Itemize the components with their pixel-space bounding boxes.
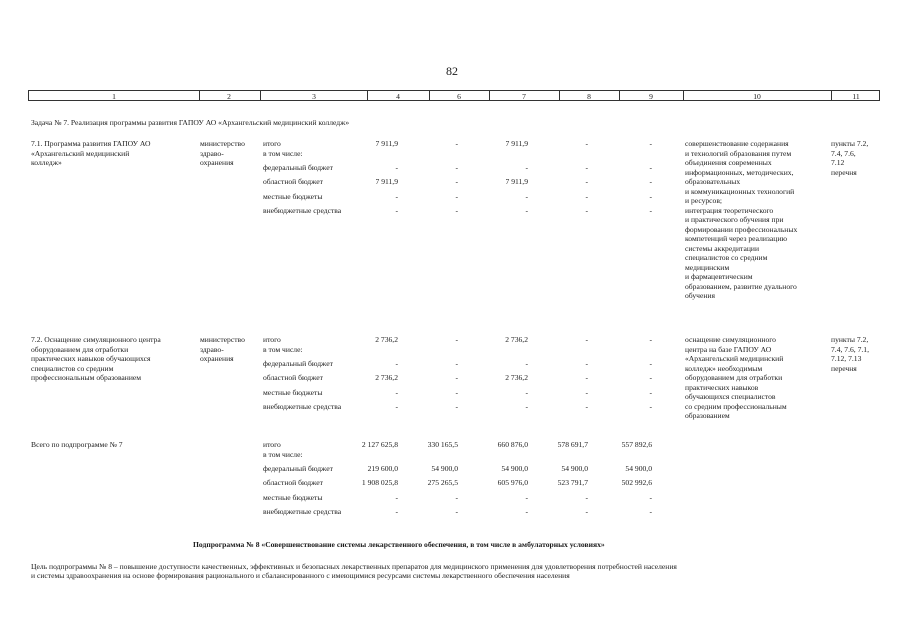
- expected-result-line: колледж» необходимым: [685, 363, 763, 373]
- table-cell-value: 502 992,6: [621, 478, 652, 488]
- reference-line: пункты 7.2,: [831, 139, 869, 148]
- budget-source-label: внебюджетные средства: [263, 506, 342, 516]
- expected-result-line: совершенствование содержания: [685, 139, 789, 148]
- reference-line: 7.12, 7.13: [831, 354, 862, 363]
- row-name-line: профессиональным образованием: [31, 373, 142, 382]
- expected-result-line: интеграция теоретического: [685, 205, 774, 215]
- goal-line: Цель подпрограммы № 8 – повышение доступности качественных, эффективных и безопасных лекарственных препаратов для медицинского применения для удовлетворения потребностей населения: [31, 562, 677, 571]
- table-cell-value: -: [585, 492, 588, 502]
- table-cell-value: -: [585, 139, 588, 148]
- table-cell-value: 2 736,2: [505, 373, 528, 383]
- executor-line: министерство: [200, 139, 245, 148]
- expected-result-line: объединения современных: [685, 158, 772, 167]
- budget-source-label: в том числе:: [263, 449, 303, 459]
- col-header-10: 10: [753, 92, 761, 101]
- expected-result-line: и практического обучения при: [685, 215, 784, 224]
- table-cell-value: -: [585, 387, 588, 397]
- table-cell-value: -: [649, 358, 652, 368]
- table-cell-value: 54 900,0: [431, 463, 458, 473]
- reference-line: 7.12: [831, 158, 845, 167]
- col-header-3: 3: [312, 92, 316, 101]
- budget-source-label: в том числе:: [263, 148, 303, 158]
- col-header-1: 1: [112, 92, 116, 101]
- table-cell-value: 2 736,2: [375, 335, 398, 344]
- table-cell-value: -: [525, 191, 528, 201]
- row-name-line: «Архангельский медицинский: [31, 148, 130, 158]
- budget-source-label: внебюджетные средства: [263, 205, 342, 215]
- table-cell-value: -: [649, 205, 652, 215]
- expected-result-line: медицинским: [685, 262, 730, 272]
- row-name-line: специалистов со средним: [31, 363, 114, 373]
- table-cell-value: 2 736,2: [375, 373, 398, 383]
- table-cell-value: -: [649, 162, 652, 172]
- row-name-line: практических навыков обучающихся: [31, 354, 151, 363]
- executor-line: здраво-: [200, 344, 224, 354]
- table-cell-value: -: [585, 373, 588, 383]
- table-cell-value: -: [649, 373, 652, 383]
- col-header-7: 7: [522, 92, 526, 101]
- budget-source-label: федеральный бюджет: [263, 463, 333, 473]
- table-cell-value: -: [525, 358, 528, 368]
- expected-result-line: образованием, развитие дуального: [685, 281, 797, 291]
- expected-result-line: системы аккредитации: [685, 243, 760, 253]
- table-cell-value: -: [649, 387, 652, 397]
- expected-result-line: образованием: [685, 411, 730, 420]
- table-cell-value: -: [455, 387, 458, 397]
- table-cell-value: 2 736,2: [505, 335, 528, 344]
- col-header-8: 8: [587, 92, 591, 101]
- table-cell-value: -: [455, 373, 458, 383]
- table-cell-value: -: [585, 506, 588, 516]
- row-name-line: Всего по подпрограмме № 7: [31, 440, 123, 449]
- page-number: 82: [446, 64, 458, 78]
- expected-result-line: оснащение симуляционного: [685, 335, 776, 344]
- budget-source-label: в том числе:: [263, 344, 303, 354]
- table-cell-value: 7 911,9: [505, 177, 528, 187]
- expected-result-line: практических навыков: [685, 382, 759, 392]
- table-header: [28, 90, 880, 101]
- table-cell-value: -: [649, 191, 652, 201]
- table-cell-value: -: [395, 358, 398, 368]
- expected-result-line: и технологий образования путем: [685, 148, 792, 158]
- table-cell-value: -: [455, 506, 458, 516]
- col-header-11: 11: [852, 92, 860, 101]
- table-cell-value: -: [395, 401, 398, 411]
- col-header-6: 6: [457, 92, 461, 101]
- row-name-line: 7.2. Оснащение симуляционного центра: [31, 335, 161, 344]
- table-cell-value: -: [649, 177, 652, 187]
- table-cell-value: -: [585, 162, 588, 172]
- budget-source-label: федеральный бюджет: [263, 162, 333, 172]
- goal-line: и системы здравоохранения на основе формирования рационального и сбалансированного с имеющимися ресурсами системы лекарственного обеспечения населения: [31, 571, 570, 581]
- table-cell-value: 605 976,0: [497, 478, 528, 488]
- expected-result-line: и ресурсов;: [685, 196, 723, 205]
- table-cell-value: -: [525, 506, 528, 516]
- expected-result-line: со средним профессиональным: [685, 401, 787, 411]
- table-cell-value: -: [585, 358, 588, 368]
- table-cell-value: 2 127 625,8: [361, 440, 398, 449]
- executor-line: охранения: [200, 158, 234, 167]
- table-cell-value: -: [395, 506, 398, 516]
- table-cell-value: -: [395, 162, 398, 172]
- table-cell-value: -: [525, 492, 528, 502]
- task-title: Задача № 7. Реализация программы развития ГАПОУ АО «Архангельский медицинский колледж»: [31, 118, 350, 127]
- budget-source-label: местные бюджеты: [263, 387, 323, 397]
- table-cell-value: -: [395, 387, 398, 397]
- reference-line: 7.4, 7.6,: [831, 148, 856, 158]
- table-cell-value: -: [395, 191, 398, 201]
- reference-line: пункты 7.2,: [831, 335, 869, 344]
- table-cell-value: -: [455, 492, 458, 502]
- budget-source-label: областной бюджет: [263, 478, 323, 488]
- budget-source-label: областной бюджет: [263, 177, 323, 187]
- table-cell-value: 523 791,7: [557, 478, 588, 488]
- expected-result-line: информационных, методических,: [685, 167, 794, 177]
- executor-line: здраво-: [200, 148, 224, 158]
- table-cell-value: -: [455, 358, 458, 368]
- table-cell-value: -: [585, 335, 588, 344]
- table-cell-value: 660 876,0: [497, 440, 528, 449]
- table-cell-value: -: [649, 139, 652, 148]
- row-name-line: 7.1. Программа развития ГАПОУ АО: [31, 139, 151, 148]
- table-cell-value: -: [525, 387, 528, 397]
- expected-result-line: образовательных: [685, 177, 741, 186]
- expected-result-line: компетенций через реализацию: [685, 234, 788, 243]
- reference-line: перечня: [831, 363, 857, 373]
- table-cell-value: 54 900,0: [561, 463, 588, 473]
- reference-line: перечня: [831, 167, 857, 177]
- budget-source-label: итого: [263, 440, 281, 449]
- budget-source-label: итого: [263, 335, 281, 344]
- table-cell-value: -: [455, 162, 458, 172]
- budget-source-label: местные бюджеты: [263, 492, 323, 502]
- executor-line: охранения: [200, 354, 234, 363]
- table-cell-value: -: [395, 205, 398, 215]
- table-cell-value: -: [649, 506, 652, 516]
- expected-result-line: «Архангельский медицинский: [685, 354, 784, 363]
- subprogram-goal: [31, 562, 677, 581]
- table-cell-value: 219 600,0: [367, 463, 398, 473]
- table-cell-value: -: [395, 492, 398, 502]
- expected-result-line: оборудованием для отработки: [685, 373, 783, 382]
- table-cell-value: 7 911,9: [505, 139, 528, 148]
- budget-source-label: местные бюджеты: [263, 191, 323, 201]
- col-header-2: 2: [227, 92, 231, 101]
- row-name-line: оборудованием для отработки: [31, 344, 129, 354]
- table-cell-value: -: [585, 177, 588, 187]
- col-header-9: 9: [649, 92, 653, 101]
- expected-result-line: центра на базе ГАПОУ АО: [685, 344, 772, 354]
- budget-source-label: областной бюджет: [263, 373, 323, 383]
- table-cell-value: 578 691,7: [557, 440, 588, 449]
- budget-source-label: внебюджетные средства: [263, 401, 342, 411]
- table-cell-value: -: [455, 205, 458, 215]
- table-cell-value: 54 900,0: [625, 463, 652, 473]
- table-cell-value: -: [455, 335, 458, 344]
- table-cell-value: 1 908 025,8: [361, 478, 398, 488]
- subprogram-title: Подпрограмма № 8 «Совершенствование системы лекарственного обеспечения, в том числе в амбулаторных условиях»: [193, 540, 605, 549]
- col-header-4: 4: [396, 92, 400, 101]
- table-cell-value: -: [455, 191, 458, 201]
- expected-result-line: и фармацевтическим: [685, 272, 753, 281]
- expected-result-line: специалистов со средним: [685, 253, 768, 262]
- table-cell-value: -: [585, 401, 588, 411]
- table-cell-value: 275 265,5: [427, 478, 458, 488]
- table-cell-value: -: [649, 335, 652, 344]
- reference-line: 7.4, 7.6, 7.1,: [831, 344, 869, 354]
- table-cell-value: -: [525, 162, 528, 172]
- table-cell-value: -: [649, 401, 652, 411]
- expected-result-line: и коммуникационных технологий: [685, 186, 795, 196]
- table-cell-value: 7 911,9: [375, 177, 398, 187]
- table-cell-value: -: [455, 139, 458, 148]
- table-cell-value: -: [649, 492, 652, 502]
- budget-source-label: федеральный бюджет: [263, 358, 333, 368]
- table-cell-value: -: [585, 205, 588, 215]
- executor-line: министерство: [200, 335, 245, 344]
- row-name-line: колледж»: [31, 158, 62, 167]
- table-cell-value: -: [455, 177, 458, 187]
- table-cell-value: -: [525, 205, 528, 215]
- table-cell-value: -: [455, 401, 458, 411]
- table-cell-value: 7 911,9: [375, 139, 398, 148]
- expected-result-line: обучающихся специалистов: [685, 392, 776, 401]
- table-cell-value: -: [525, 401, 528, 411]
- budget-source-label: итого: [263, 139, 281, 148]
- table-cell-value: 557 892,6: [621, 440, 652, 449]
- expected-result-line: формировании профессиональных: [685, 224, 798, 234]
- table-cell-value: -: [585, 191, 588, 201]
- expected-result-line: обучения: [685, 291, 715, 300]
- table-cell-value: 330 165,5: [427, 440, 458, 449]
- table-cell-value: 54 900,0: [501, 463, 528, 473]
